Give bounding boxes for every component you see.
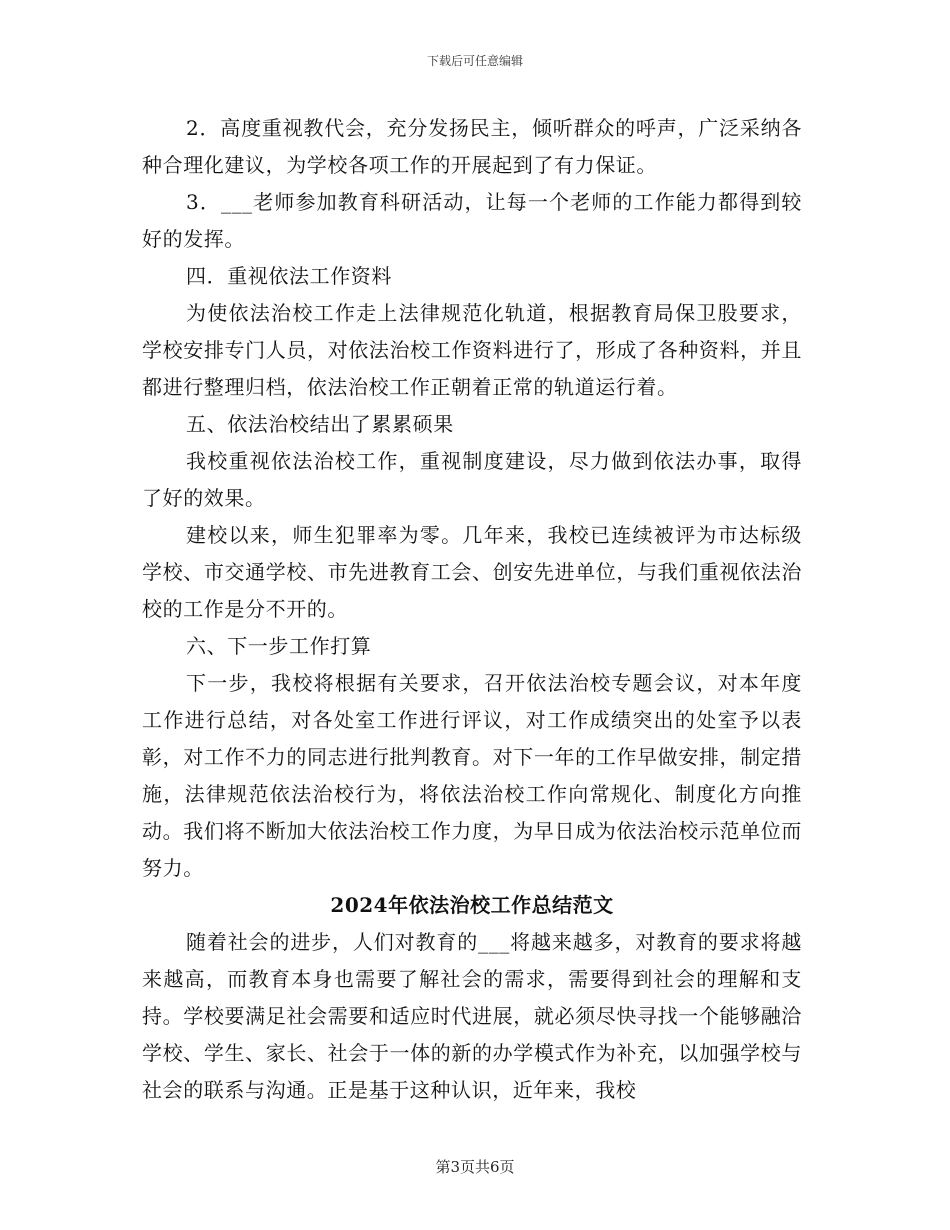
paragraph-item-3: 3．___老师参加教育科研活动，让每一个老师的工作能力都得到较好的发挥。	[142, 190, 802, 251]
paragraph-item-2: 2．高度重视教代会，充分发扬民主，倾听群众的呼声，广泛采纳各种合理化建议，为学校各项工作的开展起到了有力保证。	[142, 116, 802, 177]
page-footer: 第3页共6页	[435, 1158, 515, 1176]
document-body	[142, 110, 802, 1109]
section-heading-6: 六、下一步工作打算	[186, 634, 372, 658]
paragraph-results: 我校重视依法治校工作，重视制度建设，尽力做到依法办事，取得了好的效果。	[142, 449, 802, 510]
section-heading-4: 四．重视依法工作资料	[186, 264, 392, 288]
section-heading-5: 五、依法治校结出了累累硕果	[186, 412, 454, 436]
paragraph-next-steps: 下一步，我校将根据有关要求，召开依法治校专题会议，对本年度工作进行总结，对各处室工作进行评议，对工作成绩突出的处室予以表彰，对工作不力的同志进行批判教育。对下一年的工作早做安排，制定措施，法律规范依法治校行为，将依法治校工作向常规化、制度化方向推动。我们将不断加大依法治校工作力度，为早日成为依法治校示范单位而努力。	[142, 671, 802, 880]
paragraph-intro: 随着社会的进步，人们对教育的___将越来越多，对教育的要求将越来越高，而教育本身也需要了解社会的需求，需要得到社会的理解和支持。学校要满足社会需要和适应时代进展，就必须尽快寻找一个能够融洽学校、学生、家长、社会于一体的新的办学模式作为补充，以加强学校与社会的联系与沟通。正是基于这种认识，近年来，我校	[142, 930, 802, 1102]
page-header: 下载后可任意编辑	[426, 54, 523, 68]
document-title: 2024年依法治校工作总结范文	[330, 893, 614, 917]
paragraph-honors: 建校以来，师生犯罪率为零。几年来，我校已连续被评为市达标级学校、市交通学校、市先进教育工会、创安先进单位，与我们重视依法治校的工作是分不开的。	[142, 523, 802, 621]
paragraph-archives: 为使依法治校工作走上法律规范化轨道，根据教育局保卫股要求，学校安排专门人员，对依法治校工作资料进行了，形成了各种资料，并且都进行整理归档，依法治校工作正朝着正常的轨道运行着。	[142, 301, 802, 399]
